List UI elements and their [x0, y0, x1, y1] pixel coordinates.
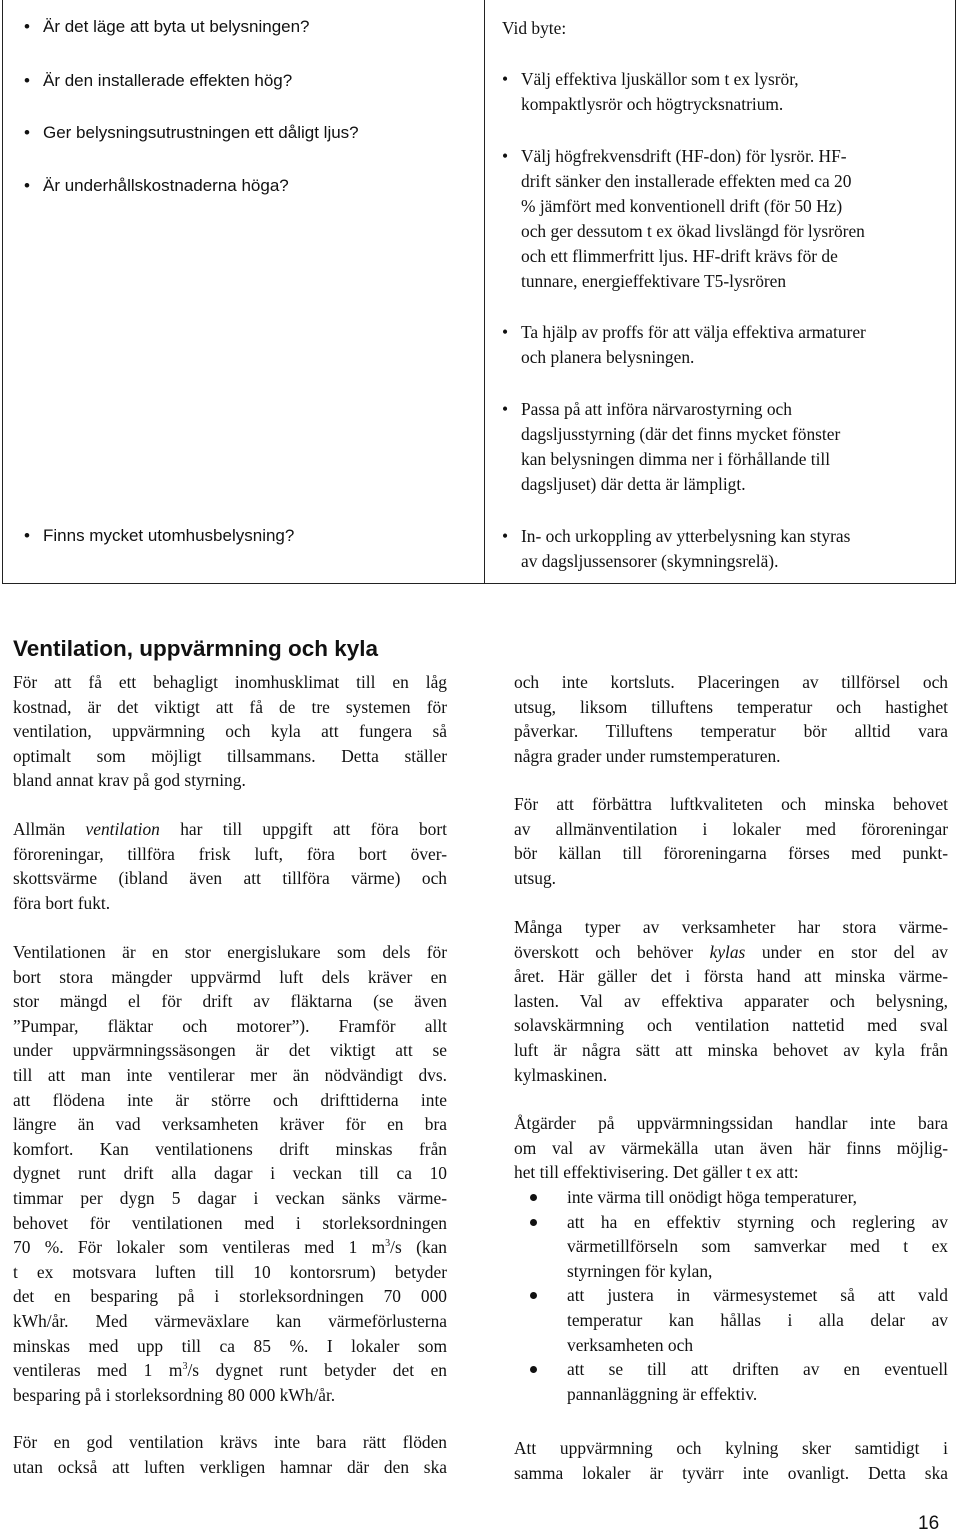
- checklist-question: • Ger belysningsutrustningen ett dåligt ljus?: [24, 121, 359, 145]
- bullet-icon: •: [24, 17, 30, 36]
- paragraph-line-with-italic: överskott och behöver kylas under en stor del av: [514, 941, 948, 962]
- checklist-question-outdoor: • Finns mycket utomhusbelysning?: [24, 524, 294, 548]
- paragraph: Ventilationen är en stor energislukare som dels för bort stora mängder uppvärmd luft dels kräver en stor mängd el för drift av fläktarna (se även ”Pumpar, fläktar och motorer”). Framför allt under uppvärmningssäsongen är det viktigt att se till att man inte ventilerar mer än nödvändigt dvs. att flödena inte är större och drifttiderna inte längre än vad verksamheten kräver för en bra komfort. Kan ventilationens drift minskas från dygnet runt drift alla dagar i veckan till ca 10 timmar per dygn 5 dagar i veckan sänks värme- behovet för ventilationen med i storleksordningen 70 %. För lokaler som ventileras med 1 $m^3/s$ (kan t ex motsvara luften till 10 kontorsrum) betyder det en besparing på i storleksordningen 70 000 kWh/år. Med värmeväxlare kan värmeförlusterna minskas med upp till ca 85 %. I lokaler som ventileras med 1 $m^3/s$ dygnet runt betyder det en besparing på i storleksordning 80 000 kWh/år.: [13, 942, 447, 1405]
- paragraph: För att förbättra luftkvaliteten och minska behovet av allmänventilation i lokaler med föroreningar bör källan till föroreningarna förses med punkt- utsug.: [514, 794, 948, 888]
- paragraph: Åtgärder på uppvärmningssidan handlar inte bara om val av värmekälla utan även här finns möjlig- het till effektivisering. Det gäller t ex att:: [514, 1113, 948, 1183]
- answers-heading: Vid byte:: [502, 18, 567, 38]
- bullet-icon: •: [24, 71, 30, 90]
- checklist-answer-outdoor: • In- och urkoppling av ytterbelysning kan styras av dagsljussensorer (skymningsrelä).: [502, 526, 851, 571]
- paragraph: Allmän ventilation har till uppgift att föra bort föroreningar, tillföra frisk luft, föra bort över- skottsvärme (ibland även att tillföra värme) och föra bort fukt.: [13, 819, 448, 913]
- bullet-icon: •: [24, 123, 30, 142]
- list-item: att ha en effektiv styrning och reglering av värmetillförseln som samverkar med t ex styrningen för kylan,: [514, 1210, 948, 1284]
- bullet-icon: •: [24, 176, 30, 195]
- list-item: inte värma till onödigt höga temperaturer,: [514, 1185, 948, 1210]
- paragraph-line-with-italic: Allmän ventilation har till uppgift att föra bort: [13, 819, 448, 839]
- checklist-column-divider: [484, 0, 485, 584]
- bullet-list: [514, 1185, 948, 1406]
- checklist-answer: • Välj effektiva ljuskällor som t ex lysrör, kompaktlysrör och högtrycksnatrium.: [502, 69, 799, 114]
- paragraph-line-with-superscript: 70 %. För lokaler som ventileras med 1 $m^3/s$ (kan: [13, 1237, 447, 1258]
- bullet-icon: [530, 1194, 537, 1201]
- bullet-icon: [530, 1292, 537, 1299]
- paragraph: För en god ventilation krävs inte bara rätt flöden utan också att luften verkligen hamnar där den ska: [13, 1432, 447, 1477]
- list-item: att justera in värmesystemet så att vald temperatur kan hållas i alla delar av verksamheten och: [514, 1283, 948, 1357]
- paragraph: Att uppvärmning och kylning sker samtidigt i samma lokaler är tyvärr inte ovanligt. Detta ska: [514, 1438, 948, 1483]
- bullet-icon: [530, 1219, 537, 1226]
- checklist-answer: • Ta hjälp av proffs för att välja effektiva armaturer och planera belysningen.: [502, 322, 866, 367]
- paragraph: och inte kortsluts. Placeringen av tillförsel och utsug, liksom tilluftens temperatur och hastighet påverkar. Tilluftens temperatur bör alltid vara några grader under rumstemperaturen.: [514, 672, 948, 766]
- bullet-icon: •: [24, 526, 30, 545]
- page-number: 16: [918, 1513, 940, 1534]
- checklist-answer: • Passa på att införa närvarostyrning och dagsljusstyrning (där det finns mycket fönster kan belysningen dimma ner i förhållande till dagsljuset) där detta är lämpligt.: [502, 399, 841, 494]
- bullet-icon: •: [502, 146, 509, 166]
- bullet-icon: •: [502, 69, 509, 89]
- paragraph: För att få ett behagligt inomhusklimat till en låg kostnad, är det viktigt att få de tre systemen för ventilation, uppvärmning och kyla att fungera så optimalt som möjligt tillsammans. Detta ställer bland annat krav på god styrning.: [13, 672, 447, 791]
- list-item: att se till att driften av en eventuell pannanläggning är effektiv.: [514, 1357, 948, 1406]
- checklist-question: • Är underhållskostnaderna höga?: [24, 174, 289, 198]
- bullet-icon: •: [502, 526, 509, 546]
- section-heading: Ventilation, uppvärmning och kyla: [13, 636, 379, 661]
- checklist-question: • Är det läge att byta ut belysningen?: [24, 15, 310, 39]
- bullet-icon: •: [502, 322, 509, 342]
- bullet-icon: •: [502, 399, 509, 419]
- checklist-question: • Är den installerade effekten hög?: [24, 69, 292, 93]
- paragraph: Många typer av verksamheter har stora värme- överskott och behöver kylas under en stor del av året. Här gäller det i första hand att minska värme- lasten. Val av effektiva apparater och belysning, solavskärmning och ventilation nattetid med sval luft är några sätt att minska behovet av kyla från kylmaskinen.: [514, 917, 948, 1085]
- checklist-answer: • Välj högfrekvensdrift (HF-don) för lysrör. HF- drift sänker den installerade effekten med ca 20 % jämfört med konventionell drift (för 50 Hz) och ger dessutom t ex ökad livslängd för lysrören och ett flimmerfritt ljus. HF-drift krävs för de tunnare, energieffektivare T5-lysrören: [502, 146, 865, 291]
- paragraph-line-with-superscript: ventileras med 1 $m^3/s$ dygnet runt betyder det en: [13, 1360, 447, 1381]
- bullet-icon: [530, 1366, 537, 1373]
